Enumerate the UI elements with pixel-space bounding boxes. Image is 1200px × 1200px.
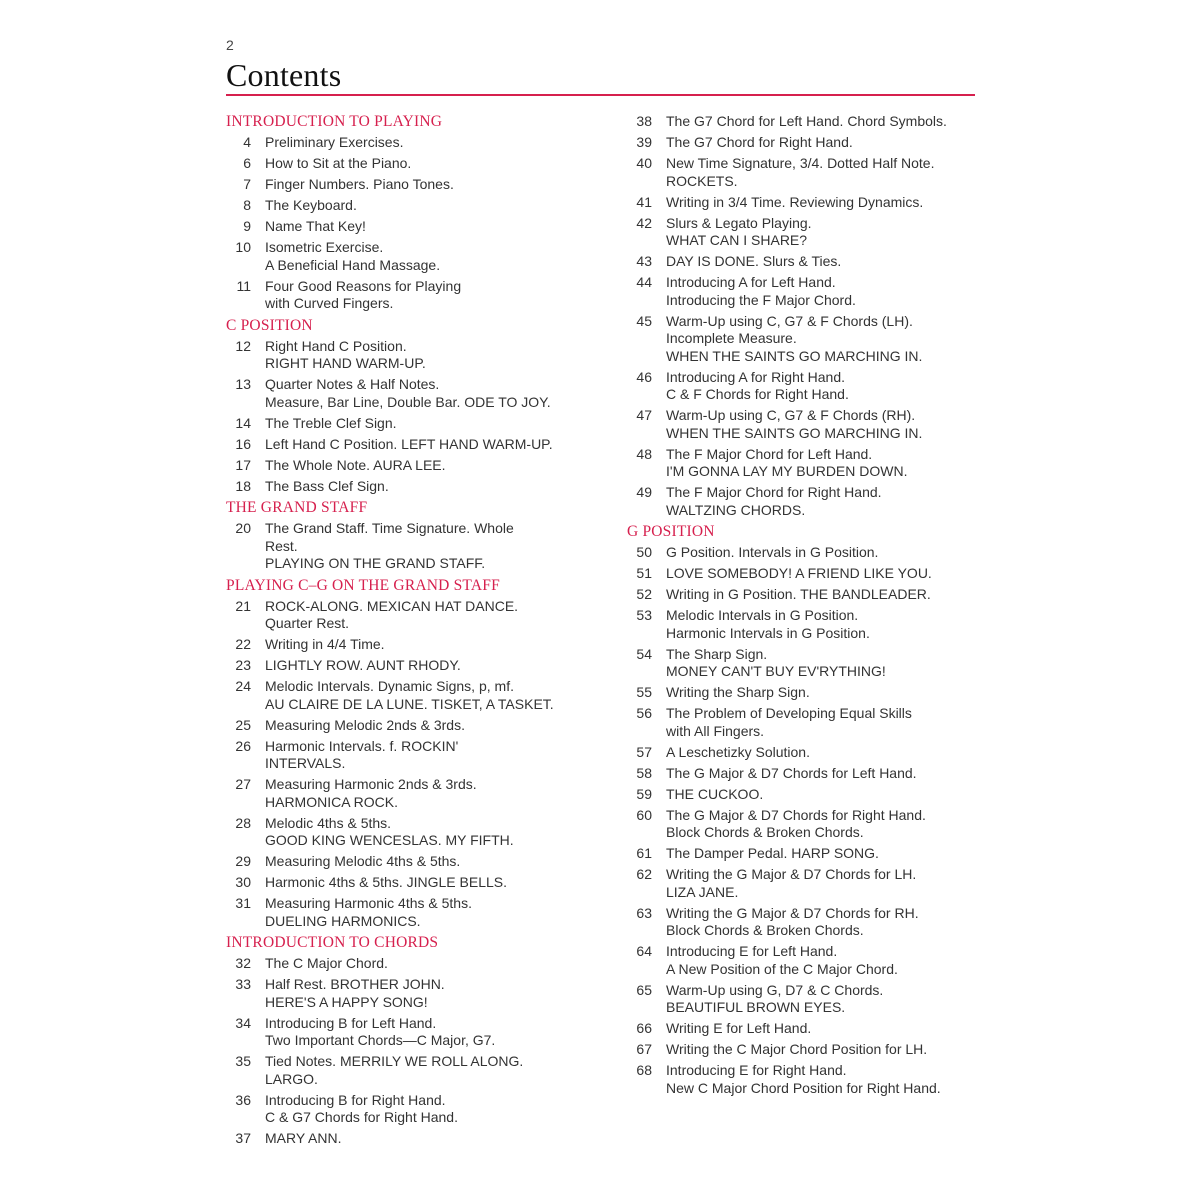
entry-line: Introducing the F Major Chord. bbox=[666, 291, 856, 308]
entry-line: Writing in 4/4 Time. bbox=[265, 636, 385, 652]
entry-page-number: 48 bbox=[636, 445, 652, 462]
entry-line: Introducing A for Right Hand. bbox=[666, 368, 845, 385]
entry-text bbox=[265, 338, 426, 373]
entry-line: Harmonic Intervals. f. ROCKIN' bbox=[265, 737, 459, 754]
entry-text bbox=[666, 446, 908, 481]
entry-page-number: 59 bbox=[636, 785, 652, 802]
contents-entry[interactable] bbox=[627, 194, 987, 212]
entry-text bbox=[265, 853, 460, 871]
entry-page-number: 14 bbox=[235, 414, 251, 431]
entry-line: ROCK-ALONG. MEXICAN HAT DANCE. bbox=[265, 597, 519, 614]
entry-line: Introducing B for Left Hand. bbox=[265, 1014, 437, 1031]
entry-line: Half Rest. BROTHER JOHN. bbox=[265, 976, 445, 992]
entry-line: LIGHTLY ROW. AUNT RHODY. bbox=[265, 657, 461, 673]
entry-line: Measuring Harmonic 4ths & 5ths. bbox=[265, 895, 472, 911]
contents-entry[interactable] bbox=[627, 113, 987, 131]
contents-entry[interactable] bbox=[226, 955, 606, 973]
entry-text bbox=[265, 1130, 342, 1148]
contents-entry[interactable] bbox=[627, 369, 987, 404]
contents-entry[interactable] bbox=[226, 134, 606, 152]
contents-entry[interactable] bbox=[627, 607, 987, 642]
entry-line: Introducing E for Right Hand. bbox=[666, 1062, 847, 1078]
entry-text bbox=[666, 807, 926, 842]
entry-text bbox=[666, 194, 923, 212]
entry-page-number: 43 bbox=[636, 253, 652, 269]
entry-line: LIZA JANE. bbox=[666, 883, 739, 900]
entry-text bbox=[666, 845, 879, 863]
entry-text bbox=[265, 436, 553, 454]
entry-text bbox=[265, 176, 454, 194]
entry-text bbox=[265, 1053, 523, 1088]
entry-page-number: 22 bbox=[235, 636, 251, 652]
entry-page-number: 9 bbox=[243, 218, 251, 234]
entry-page-number: 32 bbox=[235, 955, 251, 971]
entry-page-number: 52 bbox=[636, 586, 652, 602]
contents-entry[interactable] bbox=[226, 1015, 606, 1050]
entry-line: Measuring Melodic 2nds & 3rds. bbox=[265, 716, 465, 733]
entry-page-number: 67 bbox=[636, 1041, 652, 1057]
entry-line: WALTZING CHORDS. bbox=[666, 501, 806, 518]
section-heading: C POSITION bbox=[226, 316, 313, 334]
entry-line: A New Position of the C Major Chord. bbox=[666, 960, 898, 977]
entry-text bbox=[265, 376, 551, 411]
entry-page-number: 25 bbox=[235, 716, 251, 733]
contents-entry[interactable] bbox=[226, 278, 606, 313]
entry-line: The G7 Chord for Left Hand. Chord Symbols. bbox=[666, 113, 947, 129]
contents-entry[interactable] bbox=[627, 215, 987, 250]
entry-line: The Problem of Developing Equal Skills bbox=[666, 705, 912, 721]
entry-page-number: 51 bbox=[636, 565, 652, 581]
contents-entry[interactable] bbox=[226, 520, 606, 573]
section-heading: PLAYING C–G ON THE GRAND STAFF bbox=[226, 576, 500, 594]
entry-text bbox=[666, 369, 849, 404]
contents-entry[interactable] bbox=[226, 457, 606, 475]
contents-entry[interactable] bbox=[226, 1092, 606, 1127]
entry-page-number: 10 bbox=[235, 239, 251, 255]
contents-entry[interactable] bbox=[226, 598, 606, 633]
entry-text bbox=[666, 943, 898, 978]
entry-line: The C Major Chord. bbox=[265, 955, 388, 971]
contents-entry[interactable] bbox=[627, 943, 987, 978]
entry-line: G Position. Intervals in G Position. bbox=[666, 544, 879, 560]
contents-entry[interactable] bbox=[226, 376, 606, 411]
contents-entry[interactable] bbox=[226, 338, 606, 373]
entry-text bbox=[666, 1062, 941, 1097]
entry-line: THE CUCKOO. bbox=[666, 785, 764, 802]
entry-page-number: 42 bbox=[636, 214, 652, 231]
section-heading: INTRODUCTION TO CHORDS bbox=[226, 934, 439, 951]
entry-page-number: 57 bbox=[636, 743, 652, 760]
entry-line: Rest. bbox=[265, 537, 298, 554]
entry-line: MONEY CAN'T BUY EV'RYTHING! bbox=[666, 663, 886, 679]
entry-line: Writing the G Major & D7 Chords for RH. bbox=[666, 904, 919, 921]
entry-line: Writing the Sharp Sign. bbox=[666, 684, 810, 700]
entry-line: Right Hand C Position. bbox=[265, 337, 407, 354]
entry-text bbox=[666, 544, 878, 562]
entry-text bbox=[265, 657, 461, 675]
contents-entry[interactable] bbox=[226, 218, 606, 236]
contents-entry[interactable] bbox=[627, 446, 987, 481]
section-heading: INTRODUCTION TO PLAYING bbox=[226, 113, 443, 130]
entry-text bbox=[666, 484, 882, 519]
entry-text bbox=[265, 678, 554, 713]
entry-line: Name That Key! bbox=[265, 218, 366, 234]
entry-text bbox=[666, 1041, 927, 1059]
entry-line: Slurs & Legato Playing. bbox=[666, 214, 812, 231]
entry-line: The Treble Clef Sign. bbox=[265, 414, 397, 431]
entry-line: Measure, Bar Line, Double Bar. ODE TO JOY. bbox=[265, 393, 551, 410]
entry-text bbox=[265, 278, 461, 313]
contents-entry[interactable] bbox=[627, 845, 987, 863]
entry-line: WHEN THE SAINTS GO MARCHING IN. bbox=[666, 347, 923, 364]
entry-text bbox=[666, 215, 812, 250]
entry-page-number: 6 bbox=[243, 155, 251, 171]
contents-entry[interactable] bbox=[226, 478, 606, 496]
entry-text bbox=[666, 786, 763, 804]
section-heading: G POSITION bbox=[627, 523, 715, 540]
entry-line: The F Major Chord for Right Hand. bbox=[666, 484, 882, 500]
entry-page-number: 66 bbox=[636, 1020, 652, 1036]
entry-page-number: 26 bbox=[235, 737, 251, 754]
contents-entry[interactable] bbox=[627, 786, 987, 804]
entry-line: New C Major Chord Position for Right Hand. bbox=[666, 1079, 941, 1096]
entry-line: The F Major Chord for Left Hand. bbox=[666, 445, 873, 462]
entry-page-number: 50 bbox=[636, 544, 652, 560]
entry-page-number: 37 bbox=[235, 1130, 251, 1146]
entry-line: Harmonic 4ths & 5ths. JINGLE BELLS. bbox=[265, 874, 507, 890]
entry-line: Harmonic Intervals in G Position. bbox=[666, 624, 870, 641]
entry-page-number: 49 bbox=[636, 484, 652, 500]
contents-entry[interactable] bbox=[627, 646, 987, 681]
entry-page-number: 27 bbox=[235, 776, 251, 792]
entry-line: The Bass Clef Sign. bbox=[265, 477, 389, 494]
entry-text bbox=[265, 1092, 458, 1127]
entry-text bbox=[666, 684, 810, 702]
entry-line: The Grand Staff. Time Signature. Whole bbox=[265, 520, 514, 536]
entry-page-number: 38 bbox=[636, 113, 652, 129]
entry-line: A Leschetizky Solution. bbox=[666, 743, 810, 760]
contents-entry[interactable] bbox=[627, 1041, 987, 1059]
entry-line: The Keyboard. bbox=[265, 197, 357, 213]
contents-entry[interactable] bbox=[627, 905, 987, 940]
entry-line: Quarter Rest. bbox=[265, 615, 350, 631]
entry-text bbox=[666, 607, 870, 642]
entry-line: The G Major & D7 Chords for Right Hand. bbox=[666, 806, 926, 823]
contents-entry[interactable] bbox=[226, 1130, 606, 1148]
entry-text bbox=[666, 705, 912, 740]
contents-entry[interactable] bbox=[226, 678, 606, 713]
entry-text bbox=[666, 253, 841, 271]
entry-text bbox=[666, 646, 886, 681]
entry-line: Preliminary Exercises. bbox=[265, 134, 404, 150]
entry-page-number: 46 bbox=[636, 368, 652, 385]
entry-text bbox=[666, 866, 916, 901]
entry-text bbox=[666, 765, 917, 783]
entry-page-number: 45 bbox=[636, 312, 652, 329]
entry-page-number: 8 bbox=[243, 197, 251, 213]
entry-page-number: 21 bbox=[235, 597, 251, 614]
entry-page-number: 24 bbox=[235, 678, 251, 694]
entry-line: ROCKETS. bbox=[666, 172, 738, 189]
entry-text bbox=[265, 955, 388, 973]
page-number: 2 bbox=[226, 37, 234, 53]
contents-entry[interactable] bbox=[226, 895, 606, 930]
entry-line: Measuring Harmonic 2nds & 3rds. bbox=[265, 776, 477, 792]
entry-text bbox=[666, 744, 810, 762]
entry-line: RIGHT HAND WARM-UP. bbox=[265, 355, 426, 371]
entry-line: Block Chords & Broken Chords. bbox=[666, 824, 864, 840]
entry-line: The Damper Pedal. HARP SONG. bbox=[666, 845, 879, 861]
entry-line: AU CLAIRE DE LA LUNE. TISKET, A TASKET. bbox=[265, 695, 554, 712]
entry-line: Measuring Melodic 4ths & 5ths. bbox=[265, 853, 461, 869]
contents-entry[interactable] bbox=[627, 1062, 987, 1097]
entry-line: WHAT CAN I SHARE? bbox=[666, 232, 808, 248]
entry-line: PLAYING ON THE GRAND STAFF. bbox=[265, 555, 486, 571]
entry-page-number: 64 bbox=[636, 943, 652, 959]
entry-page-number: 35 bbox=[235, 1053, 251, 1069]
contents-entry[interactable] bbox=[226, 738, 606, 773]
entry-line: LARGO. bbox=[265, 1070, 318, 1087]
entry-line: C & F Chords for Right Hand. bbox=[666, 386, 849, 402]
entry-page-number: 34 bbox=[235, 1014, 251, 1031]
contents-entry[interactable] bbox=[627, 1020, 987, 1038]
entry-text bbox=[265, 815, 514, 850]
entry-line: DAY IS DONE. Slurs & Ties. bbox=[666, 253, 842, 269]
entry-line: Tied Notes. MERRILY WE ROLL ALONG. bbox=[265, 1053, 524, 1069]
contents-entry[interactable] bbox=[226, 415, 606, 433]
section-heading: THE GRAND STAFF bbox=[226, 499, 368, 516]
entry-text bbox=[265, 738, 458, 773]
entry-page-number: 47 bbox=[636, 407, 652, 423]
entry-page-number: 13 bbox=[235, 376, 251, 392]
contents-entry[interactable] bbox=[627, 313, 987, 366]
entry-line: DUELING HARMONICS. bbox=[265, 912, 421, 929]
entry-page-number: 65 bbox=[636, 981, 652, 998]
entry-page-number: 12 bbox=[235, 337, 251, 354]
entry-page-number: 18 bbox=[235, 477, 251, 494]
entry-line: Writing in G Position. THE BANDLEADER. bbox=[666, 586, 931, 602]
entry-text bbox=[265, 415, 397, 433]
entry-page-number: 60 bbox=[636, 806, 652, 823]
entry-line: Two Important Chords—C Major, G7. bbox=[265, 1032, 496, 1048]
entry-text bbox=[265, 598, 518, 633]
entry-line: Introducing B for Right Hand. bbox=[265, 1091, 446, 1108]
entry-page-number: 61 bbox=[636, 845, 652, 861]
entry-page-number: 54 bbox=[636, 645, 652, 662]
entry-page-number: 30 bbox=[235, 874, 251, 890]
entry-line: The G7 Chord for Right Hand. bbox=[666, 134, 853, 150]
entry-text bbox=[265, 457, 446, 475]
entry-text bbox=[265, 197, 357, 215]
entry-line: LOVE SOMEBODY! A FRIEND LIKE YOU. bbox=[666, 565, 932, 581]
entry-text bbox=[666, 905, 919, 940]
contents-entry[interactable] bbox=[226, 239, 606, 274]
contents-entry[interactable] bbox=[627, 484, 987, 519]
entry-line: I'M GONNA LAY MY BURDEN DOWN. bbox=[666, 463, 908, 479]
entry-line: BEAUTIFUL BROWN EYES. bbox=[666, 999, 846, 1015]
entry-page-number: 7 bbox=[243, 176, 251, 192]
page-title: Contents bbox=[226, 57, 342, 93]
entry-line: GOOD KING WENCESLAS. MY FIFTH. bbox=[265, 832, 514, 848]
contents-entry[interactable] bbox=[627, 134, 987, 152]
contents-entry[interactable] bbox=[226, 657, 606, 675]
entry-text bbox=[666, 1020, 811, 1038]
entry-page-number: 20 bbox=[235, 520, 251, 536]
contents-entry[interactable] bbox=[226, 776, 606, 811]
entry-line: A Beneficial Hand Massage. bbox=[265, 256, 441, 273]
entry-line: MARY ANN. bbox=[265, 1130, 342, 1146]
contents-entry[interactable] bbox=[226, 815, 606, 850]
entry-text bbox=[666, 113, 947, 131]
entry-line: Introducing E for Left Hand. bbox=[666, 943, 838, 959]
entry-text bbox=[265, 717, 465, 735]
entry-text bbox=[265, 776, 477, 811]
entry-page-number: 16 bbox=[235, 435, 251, 452]
contents-entry[interactable] bbox=[226, 1053, 606, 1088]
contents-entry[interactable] bbox=[627, 253, 987, 271]
entry-page-number: 58 bbox=[636, 764, 652, 781]
entry-page-number: 36 bbox=[235, 1091, 251, 1108]
contents-entry[interactable] bbox=[226, 197, 606, 215]
entry-line: The G Major & D7 Chords for Left Hand. bbox=[666, 764, 917, 781]
entry-text bbox=[265, 218, 366, 236]
entry-page-number: 68 bbox=[636, 1062, 652, 1078]
entry-line: Melodic Intervals in G Position. bbox=[666, 607, 859, 623]
entry-text bbox=[265, 895, 472, 930]
entry-line: HERE'S A HAPPY SONG! bbox=[265, 993, 428, 1010]
contents-left-column bbox=[226, 113, 606, 1151]
title-divider bbox=[226, 94, 975, 96]
entry-text bbox=[265, 1015, 495, 1050]
contents-entry[interactable] bbox=[627, 544, 987, 562]
entry-text bbox=[666, 155, 934, 190]
entry-line: INTERVALS. bbox=[265, 755, 346, 771]
entry-page-number: 11 bbox=[236, 277, 251, 294]
entry-line: Left Hand C Position. LEFT HAND WARM-UP. bbox=[265, 435, 553, 452]
entry-text bbox=[666, 407, 922, 442]
entry-line: Writing the C Major Chord Position for LH. bbox=[666, 1041, 928, 1057]
entry-line: C & G7 Chords for Right Hand. bbox=[265, 1109, 458, 1125]
contents-entry[interactable] bbox=[226, 155, 606, 173]
entry-text bbox=[265, 636, 385, 654]
entry-line: The Whole Note. AURA LEE. bbox=[265, 456, 446, 473]
entry-line: Warm-Up using C, G7 & F Chords (RH). bbox=[666, 407, 916, 423]
entry-line: Writing the G Major & D7 Chords for LH. bbox=[666, 866, 917, 882]
entry-line: Melodic Intervals. Dynamic Signs, p, mf. bbox=[265, 678, 514, 694]
entry-page-number: 63 bbox=[636, 904, 652, 921]
contents-entry[interactable] bbox=[627, 565, 987, 583]
entry-page-number: 31 bbox=[235, 895, 251, 911]
entry-text bbox=[265, 239, 440, 274]
entry-text bbox=[265, 520, 514, 573]
entry-line: The Sharp Sign. bbox=[666, 645, 768, 662]
entry-page-number: 62 bbox=[636, 866, 652, 882]
entry-line: Melodic 4ths & 5ths. bbox=[265, 814, 392, 831]
entry-page-number: 40 bbox=[636, 155, 652, 171]
entry-page-number: 29 bbox=[235, 853, 251, 869]
contents-entry[interactable] bbox=[627, 684, 987, 702]
entry-line: with All Fingers. bbox=[666, 722, 765, 739]
entry-text bbox=[666, 134, 853, 152]
entry-text bbox=[265, 134, 403, 152]
contents-entry[interactable] bbox=[226, 874, 606, 892]
entry-page-number: 56 bbox=[636, 705, 652, 721]
entry-line: New Time Signature, 3/4. Dotted Half Note. bbox=[666, 155, 935, 171]
entry-page-number: 39 bbox=[636, 134, 652, 150]
contents-entry[interactable] bbox=[627, 274, 987, 309]
contents-entry[interactable] bbox=[627, 807, 987, 842]
entry-line: HARMONICA ROCK. bbox=[265, 793, 399, 810]
entry-page-number: 28 bbox=[235, 814, 251, 831]
contents-entry[interactable] bbox=[627, 407, 987, 442]
entry-text bbox=[666, 313, 922, 366]
entry-line: Warm-Up using G, D7 & C Chords. bbox=[666, 981, 884, 998]
entry-line: How to Sit at the Piano. bbox=[265, 155, 412, 171]
entry-line: with Curved Fingers. bbox=[265, 295, 394, 311]
contents-entry[interactable] bbox=[627, 866, 987, 901]
entry-text bbox=[265, 976, 445, 1011]
contents-entry[interactable] bbox=[226, 853, 606, 871]
entry-text bbox=[265, 874, 507, 892]
contents-entry[interactable] bbox=[226, 176, 606, 194]
entry-line: Writing in 3/4 Time. Reviewing Dynamics. bbox=[666, 193, 924, 210]
entry-text bbox=[666, 565, 932, 583]
entry-page-number: 4 bbox=[243, 134, 251, 150]
contents-entry[interactable] bbox=[627, 744, 987, 762]
entry-line: Incomplete Measure. bbox=[666, 330, 797, 346]
entry-text bbox=[265, 155, 411, 173]
contents-entry[interactable] bbox=[226, 717, 606, 735]
entry-page-number: 41 bbox=[636, 193, 652, 210]
entry-text bbox=[666, 586, 931, 604]
entry-page-number: 23 bbox=[235, 657, 251, 673]
entry-page-number: 44 bbox=[636, 274, 652, 290]
entry-page-number: 33 bbox=[235, 976, 251, 992]
contents-entry[interactable] bbox=[226, 976, 606, 1011]
contents-entry[interactable] bbox=[627, 765, 987, 783]
contents-right-column bbox=[627, 113, 987, 1101]
entry-text bbox=[265, 478, 389, 496]
entry-line: Writing E for Left Hand. bbox=[666, 1020, 812, 1036]
contents-entry[interactable] bbox=[627, 155, 987, 190]
entry-page-number: 17 bbox=[235, 456, 251, 473]
entry-line: Introducing A for Left Hand. bbox=[666, 274, 836, 290]
entry-page-number: 55 bbox=[636, 684, 652, 700]
entry-text bbox=[666, 274, 856, 309]
entry-line: Block Chords & Broken Chords. bbox=[666, 922, 864, 938]
entry-line: Isometric Exercise. bbox=[265, 239, 384, 255]
entry-line: WHEN THE SAINTS GO MARCHING IN. bbox=[666, 424, 923, 441]
entry-line: Four Good Reasons for Playing bbox=[265, 277, 462, 294]
entry-line: Warm-Up using C, G7 & F Chords (LH). bbox=[666, 312, 913, 329]
contents-entry[interactable] bbox=[627, 982, 987, 1017]
contents-entry[interactable] bbox=[627, 705, 987, 740]
entry-line: Finger Numbers. Piano Tones. bbox=[265, 176, 454, 192]
contents-entry[interactable] bbox=[226, 636, 606, 654]
entry-text bbox=[666, 982, 883, 1017]
contents-entry[interactable] bbox=[627, 586, 987, 604]
contents-entry[interactable] bbox=[226, 436, 606, 454]
entry-line: Quarter Notes & Half Notes. bbox=[265, 376, 440, 392]
entry-page-number: 53 bbox=[636, 607, 652, 623]
